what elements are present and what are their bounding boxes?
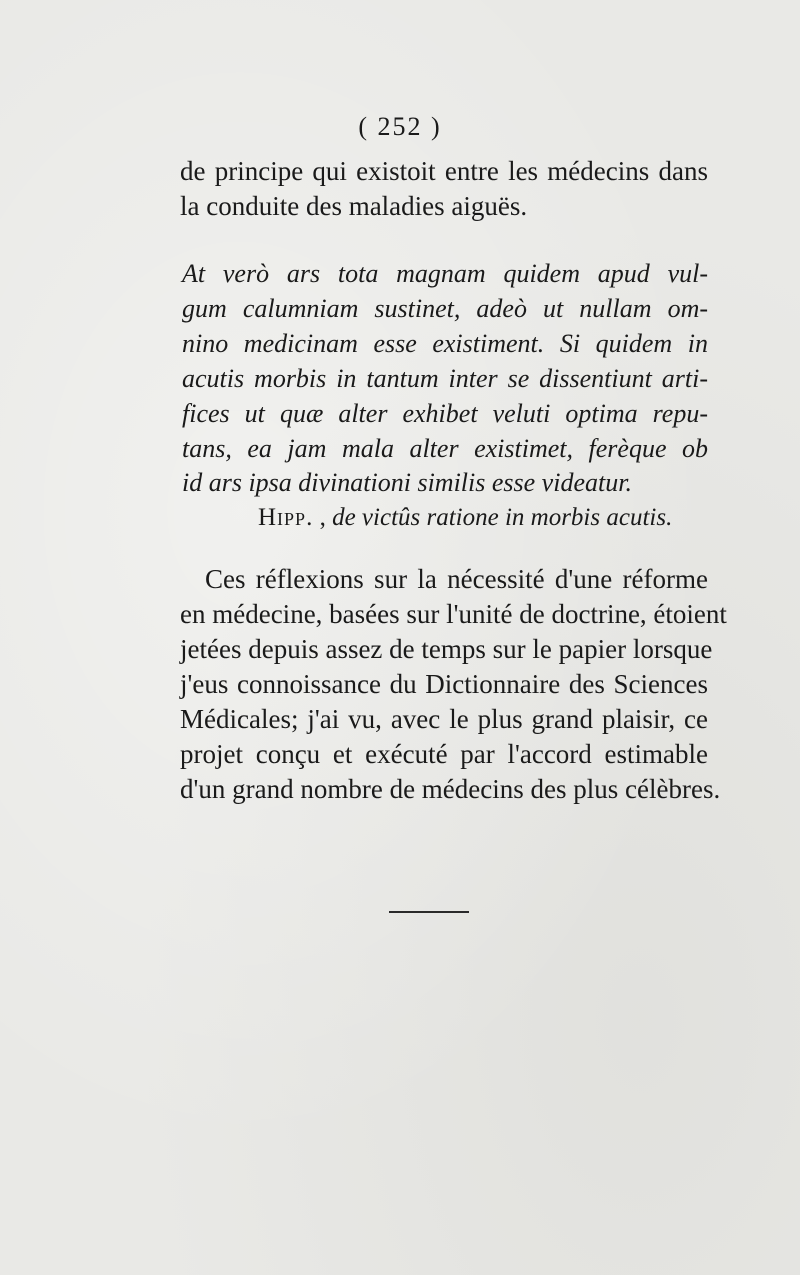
- paragraph-2-line-3: jetées depuis assez de temps sur le papier lorsque: [180, 634, 713, 664]
- quote-line-3: nino medicinam esse existiment. Si quidem in: [182, 329, 708, 358]
- attribution-separator: ,: [313, 504, 333, 531]
- paragraph-2-line-6: projet conçu et exécuté par l'accord estimable: [180, 739, 708, 769]
- paragraph-2-line-7: d'un grand nombre de médecins des plus célèbres.: [180, 774, 721, 804]
- quote-line-7: id ars ipsa divinationi similis esse videatur.: [182, 468, 632, 497]
- page-number: ( 252 ): [358, 112, 442, 141]
- quote-line-6: tans, ea jam mala alter existimet, ferèque ob: [182, 434, 708, 463]
- paragraph-2-line-5: Médicales; j'ai vu, avec le plus grand plaisir, ce: [180, 704, 708, 734]
- quote-line-5: fices ut quæ alter exhibet veluti optima repu-: [182, 399, 708, 428]
- paragraph-1-line-1: de principe qui existoit entre les médecins dans: [180, 156, 708, 186]
- quote-line-1: At verò ars tota magnam quidem apud vul-: [182, 259, 708, 288]
- paragraph-1-line-2: la conduite des maladies aiguës.: [180, 191, 528, 221]
- attribution-work: de victûs ratione in morbis acutis.: [332, 504, 673, 531]
- quote-line-2: gum calumniam sustinet, adeò ut nullam om-: [182, 294, 708, 323]
- paragraph-2-line-4: j'eus connoissance du Dictionnaire des Sciences: [180, 669, 708, 699]
- paragraph-2-line-2: en médecine, basées sur l'unité de doctrine, étoient: [180, 599, 727, 629]
- quote-attribution: [258, 504, 708, 532]
- attribution-author: Hipp.: [258, 504, 314, 531]
- quote-line-4: acutis morbis in tantum inter se dissentiunt arti-: [182, 364, 708, 393]
- end-rule: [389, 911, 469, 913]
- paragraph-2-line-1: Ces réflexions sur la nécessité d'une réforme: [205, 564, 708, 594]
